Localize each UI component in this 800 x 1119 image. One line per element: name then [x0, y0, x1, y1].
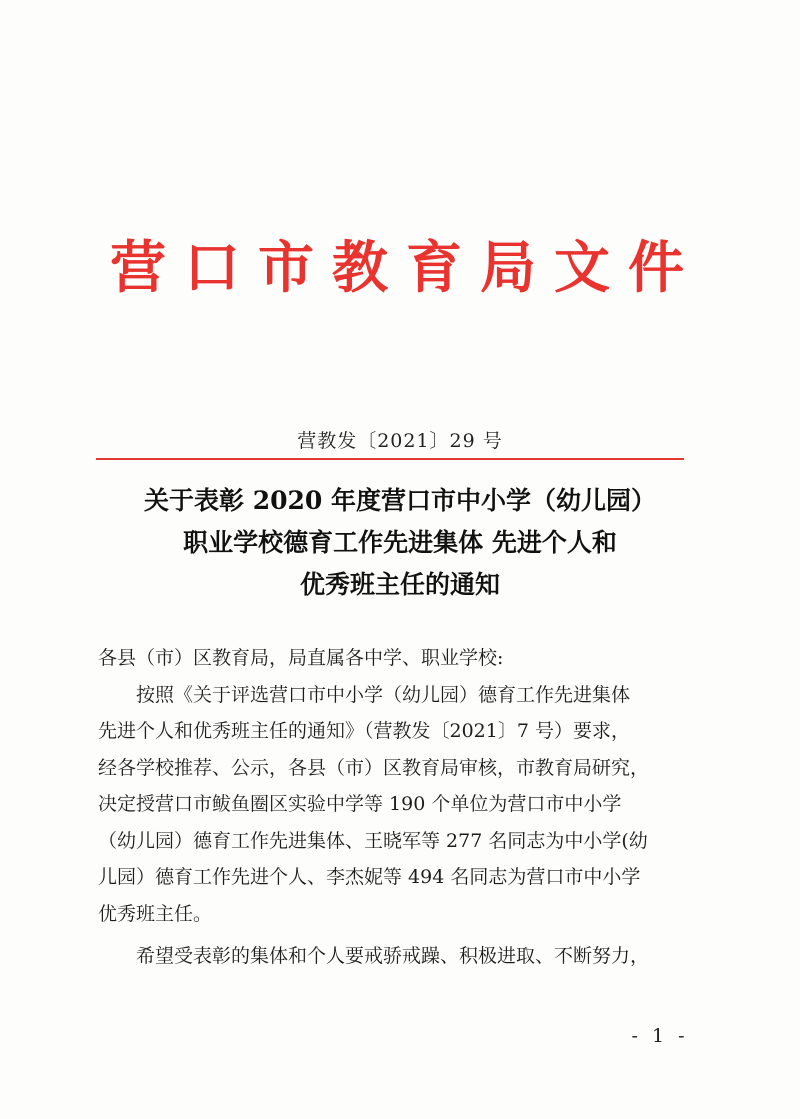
notice-title-line: 优秀班主任的通知: [299, 570, 500, 599]
issuer-header-title: 营口市教育局文件: [110, 235, 702, 301]
paragraph-line: 希望受表彰的集体和个人要戒骄戒躁、积极进取、不断努力，: [136, 945, 650, 967]
paragraph-line: 经各学校推荐、公示，各县（市）区教育局审核，市教育局研究，: [98, 756, 650, 779]
salutation: [98, 640, 702, 677]
page-number: - 1 -: [631, 1025, 689, 1047]
notice-title: [80, 480, 720, 606]
paragraph-line: 先进个人和优秀班主任的通知》（营教发〔2021〕7 号）要求，: [98, 720, 630, 742]
notice-title-line: 关于表彰 2020 年度营口市中小学（幼儿园）: [144, 486, 656, 515]
notice-title-line: 职业学校德育工作先进集体 先进个人和: [183, 528, 617, 557]
document-number: 营教发〔2021〕29 号: [297, 430, 503, 452]
salutation-line: 各县（市）区教育局，局直属各中学、职业学校:: [98, 647, 504, 669]
paragraph-line: 优秀班主任。: [98, 902, 213, 925]
paragraph-line: 按照《关于评选营口市中小学（幼儿园）德育工作先进集体: [136, 683, 631, 706]
body-paragraph-2: [98, 938, 702, 975]
paragraph-line: 儿园）德育工作先进个人、李杰妮等 494 名同志为营口市中小学: [98, 866, 641, 888]
paragraph-line: （幼儿园）德育工作先进集体、王晓军等 277 名同志为中小学(幼: [98, 829, 648, 852]
notice-body: [98, 640, 702, 975]
red-separator-line: [96, 458, 684, 460]
body-paragraph-1: [98, 677, 702, 933]
paragraph-line: 决定授营口市鲅鱼圈区实验中学等 190 个单位为营口市中小学: [98, 793, 622, 815]
